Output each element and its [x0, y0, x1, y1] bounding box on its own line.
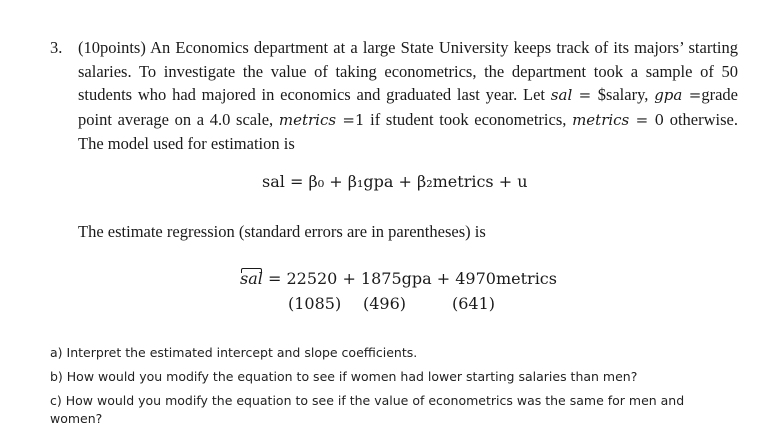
def-sal: $salary, [597, 85, 655, 104]
estimate-label: The estimate regression (standard errors are in parentheses) is [78, 222, 486, 241]
def-metrics-1: if student took econometrics, [364, 109, 573, 129]
estimated-equation-rhs: = 22520 + 1875gpa + 4970metrics [262, 269, 557, 288]
se-metrics: (641) [452, 294, 496, 313]
model-equation-text: sal = β₀ + β₁gpa + β₂metrics + u [262, 172, 528, 191]
var-metrics-1: metrics [278, 110, 337, 129]
question-c: c) How would you modify the equation to see if the value of econometrics was the same for men and women? [50, 393, 685, 426]
equals-4: = 0 [629, 110, 665, 129]
var-gpa: gpa [654, 86, 683, 104]
equals-2: = [682, 86, 702, 104]
var-sal: sal [550, 86, 573, 104]
def-gpa: grade point average on a 4.0 scale, [78, 85, 738, 129]
question-list [50, 344, 740, 434]
problem-paragraph [78, 36, 738, 156]
equals-1: = [572, 86, 598, 104]
problem-points: (10points) [78, 38, 146, 57]
def-metrics-2: otherwise. The model used for estimation is [78, 109, 738, 153]
var-metrics-2: metrics [572, 110, 630, 129]
problem-intro: An Economics department at a large State University keeps track of its majors’ starting salaries. To investigate the value of taking econometrics, the department took a sample of 50 students who had majored in economics and graduated last year. Let [78, 38, 738, 104]
equals-3: =1 [336, 110, 365, 129]
model-equation [262, 172, 528, 191]
problem-number: 3. [50, 38, 63, 57]
problem-statement [50, 36, 740, 156]
sal-hat: sal [240, 269, 263, 288]
question-a: a) Interpret the estimated intercept and slope coefficients. [50, 345, 418, 360]
question-b: b) How would you modify the equation to see if women had lower starting salaries than men? [50, 369, 638, 384]
se-intercept: (1085) [288, 294, 342, 313]
estimated-equation [240, 269, 557, 288]
se-gpa: (496) [363, 294, 407, 313]
